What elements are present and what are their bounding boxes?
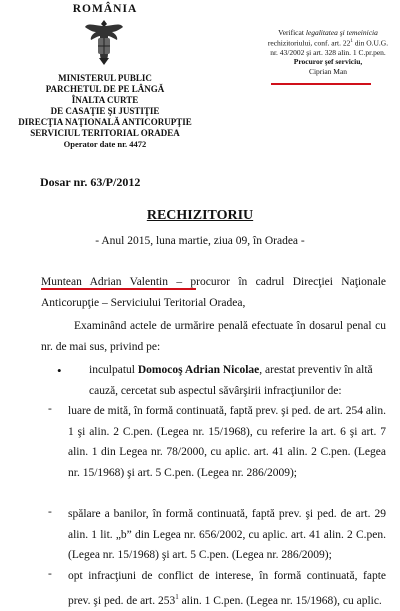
- prosecutor-name: Muntean Adrian Valentin: [41, 276, 168, 288]
- accused-name: Domocoş Adrian Nicolae: [137, 364, 260, 376]
- institution-line: ÎNALTA CURTE: [71, 95, 139, 105]
- offense-item: spălare a banilor, în formă continuată, faptă prev. şi ped. de art. 29 alin. 1 lit. „b” din Legea nr. 656/2002, cu aplic. art. 41 alin. 2 C.pen. (Legea nr. 15/1968) şi art. 5 C.pen. (Legea nr. 286/2009);: [68, 508, 386, 561]
- verification-signatory: Ciprian Man: [308, 66, 348, 76]
- institution-line: MINISTERUL PUBLIC: [58, 73, 152, 83]
- document-title: RECHIZITORIU: [146, 208, 254, 223]
- institution-line: DE CASAŢIE ŞI JUSTIŢIE: [50, 106, 160, 116]
- operator-number: Operator date nr. 4472: [63, 139, 147, 149]
- prosecutor-paragraph: Muntean Adrian Valentin – procuror în cadrul Direcţiei Naţionale Anticorupţie – Serviciului Teritorial Oradea,: [41, 276, 386, 309]
- institution-line: PARCHETUL DE PE LÂNGĂ: [45, 84, 165, 94]
- institution-line: SERVICIUL TERITORIAL ORADEA: [30, 128, 180, 138]
- case-number: Dosar nr. 63/P/2012: [40, 175, 141, 189]
- list-dash: -: [48, 403, 52, 415]
- list-dash: -: [48, 506, 52, 518]
- list-dash: -: [48, 568, 52, 580]
- document-date: - Anul 2015, luna martie, ziua 09, în Oradea -: [95, 235, 305, 247]
- offense-item: opt infracţiuni de conflict de interese, în formă continuată, fapte prev. şi ped. de art. $253^1$ alin. 1 C.pen. (Legea nr. 15/1968), cu aplic.: [68, 570, 386, 607]
- verification-line-1: Verificat legalitatea şi temeinicia: [278, 28, 378, 37]
- verification-line-2: rechizitoriului, conf. art. $22^1$ din O.U.G.: [267, 38, 389, 48]
- country-name: ROMÂNIA: [72, 3, 138, 15]
- verification-line-3: nr. 43/2002 şi art. 328 alin. 1 C.pr.pen.: [270, 48, 386, 58]
- verification-line-4: Procuror şef serviciu,: [293, 57, 363, 67]
- institution-line: DIRECŢIA NAŢIONALĂ ANTICORUPŢIE: [18, 117, 192, 127]
- examination-paragraph: Examinând actele de urmărire penală efectuate în dosarul penal cu nr. de mai sus, privind pe:: [41, 320, 386, 353]
- offense-item: luare de mită, în formă continuată, faptă prev. şi ped. de art. 254 alin. 1 şi alin. 2 C.pen. (Legea nr. 15/1968), cu referire la art. 6 şi art. 7 alin. 1 din Legea nr. 78/2000, cu aplic. art. 41 alin. 2 C.pen. (Legea nr. 15/1968) şi art. 5 C.pen. (Legea nr. 286/2009);: [68, 405, 386, 479]
- bullet-icon: •: [57, 363, 62, 378]
- accused-paragraph: inculpatul Domocoş Adrian Nicolae, arestat preventiv în altă cauză, cercetat sub aspectul săvârşirii infracţiunilor de:: [89, 364, 373, 397]
